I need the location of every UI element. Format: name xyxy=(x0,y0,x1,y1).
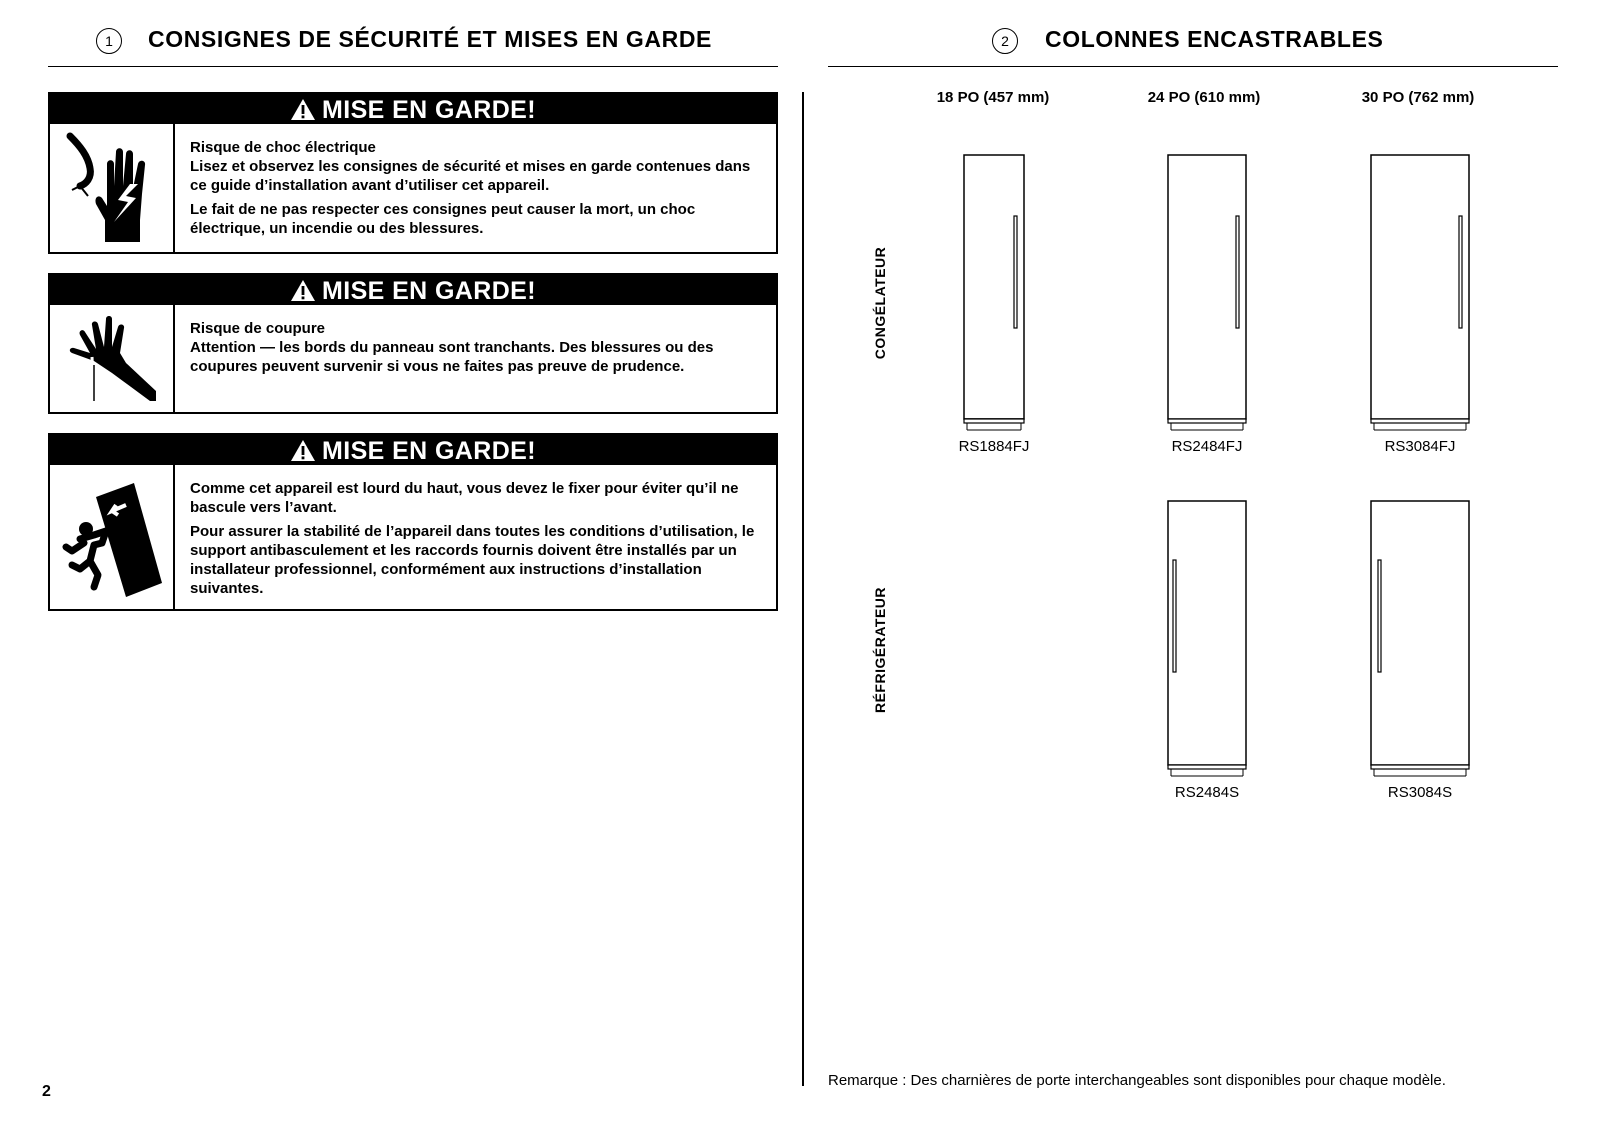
warning-box-cut xyxy=(48,273,778,414)
warning-triangle-icon xyxy=(290,279,316,302)
column-header-18: 18 PO (457 mm) xyxy=(936,89,1050,106)
tip-over-icon xyxy=(50,465,175,609)
cut-hand-icon xyxy=(50,305,175,412)
appliance-diagram-rs3084s xyxy=(1370,500,1470,783)
section-1-number: 1 xyxy=(96,28,122,54)
appliance-diagram-rs3084fj xyxy=(1370,154,1470,437)
model-label-rs2484s: RS2484S xyxy=(1174,784,1240,801)
appliance-diagram-rs2484s xyxy=(1167,500,1247,783)
warning-box-electric-shock xyxy=(48,92,778,254)
warning-3-line-2: Pour assurer la stabilité de l’appareil dans toutes les conditions d’utilisation, le support antibasculement et les raccords fournis doivent être installés par un installateur professionnel, conformément aux instructions d’installation suivantes. xyxy=(190,523,755,597)
appliance-diagram-rs2484fj xyxy=(1167,154,1247,437)
row-label-freezer: CONGÉLATEUR xyxy=(872,246,888,360)
warning-header xyxy=(50,435,776,465)
warning-header-text: MISE EN GARDE! xyxy=(322,277,536,305)
page-number: 2 xyxy=(42,1083,51,1100)
appliance-diagram-rs1884fj xyxy=(963,154,1025,437)
warning-1-line-1: Lisez et observez les consignes de sécurité et mises en garde contenues dans ce guide d’installation avant d’utiliser cet appareil. xyxy=(190,158,751,194)
column-header-24: 24 PO (610 mm) xyxy=(1147,89,1261,106)
warning-header-text: MISE EN GARDE! xyxy=(322,96,536,124)
warning-header xyxy=(50,275,776,305)
model-label-rs2484fj: RS2484FJ xyxy=(1171,438,1243,455)
column-header-30: 30 PO (762 mm) xyxy=(1361,89,1475,106)
column-divider xyxy=(802,92,804,1086)
section-2-title: COLONNES ENCASTRABLES xyxy=(1045,26,1384,52)
section-2-number: 2 xyxy=(992,28,1018,54)
section-1-header xyxy=(48,18,778,67)
model-label-rs3084fj: RS3084FJ xyxy=(1384,438,1456,455)
warning-header xyxy=(50,94,776,124)
warning-2-title: Risque de coupure xyxy=(190,320,326,337)
model-label-rs3084s: RS3084S xyxy=(1387,784,1453,801)
warning-1-line-2: Le fait de ne pas respecter ces consignes peut causer la mort, un choc électrique, un incendie ou des blessures. xyxy=(190,201,696,237)
warning-triangle-icon xyxy=(290,439,316,462)
warning-header-text: MISE EN GARDE! xyxy=(322,437,536,465)
electric-shock-hand-icon xyxy=(50,124,175,252)
row-label-refrigerator: RÉFRIGÉRATEUR xyxy=(872,586,888,714)
section-1-title: CONSIGNES DE SÉCURITÉ ET MISES EN GARDE xyxy=(148,26,712,52)
model-label-rs1884fj: RS1884FJ xyxy=(958,438,1030,455)
remark-note: Remarque : Des charnières de porte interchangeables sont disponibles pour chaque modèle. xyxy=(828,1072,1446,1089)
warning-box-tip-over xyxy=(48,433,778,611)
section-2-header xyxy=(828,18,1558,67)
warning-3-line-1: Comme cet appareil est lourd du haut, vous devez le fixer pour éviter qu’il ne bascule vers l’avant. xyxy=(190,480,739,516)
warning-1-title: Risque de choc électrique xyxy=(190,139,376,156)
warning-2-line-1: Attention — les bords du panneau sont tranchants. Des blessures ou des coupures peuvent survenir si vous ne faites pas preuve de prudence. xyxy=(190,339,714,375)
warning-triangle-icon xyxy=(290,98,316,121)
